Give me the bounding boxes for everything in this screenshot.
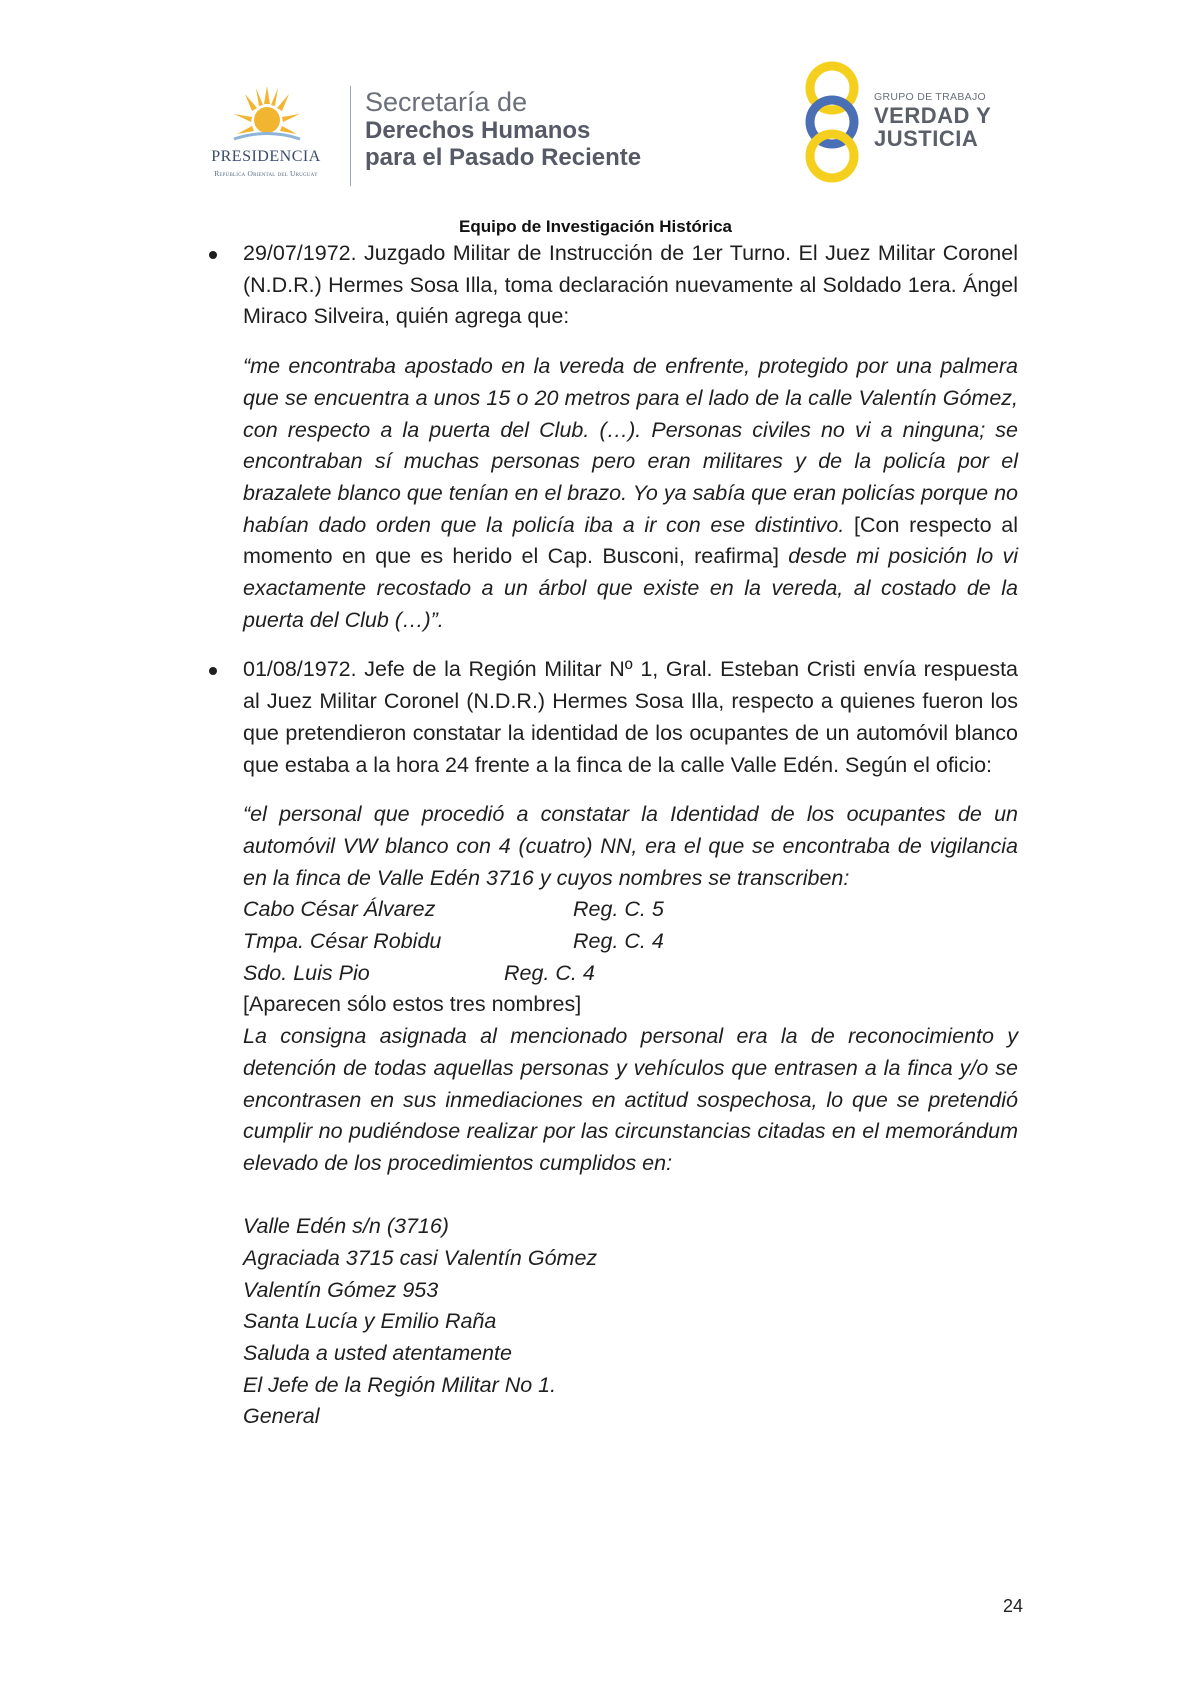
personnel-reg: Reg. C. 4 [504, 960, 595, 985]
personnel-name: Sdo. Luis Pio [243, 960, 370, 985]
linked-rings-icon [800, 58, 870, 188]
grupo-trabajo-label: GRUPO DE TRABAJO [874, 91, 986, 103]
list-item [243, 238, 1018, 636]
personnel-reg: Reg. C. 4 [573, 929, 664, 954]
secretaria-line-1: Secretaría de [365, 87, 528, 117]
oficio-quote: “el personal que procedió a constatar la Identidad de los ocupantes de un automóvil VW blanco con 4 (cuatro) NN, era el que se encontraba de vigilancia en la finca de Valle Edén 3716 y cuyos nombres se transcriben: [243, 802, 1018, 890]
team-title: Equipo de Investigación Histórica [459, 217, 732, 236]
list-item [243, 654, 1018, 1433]
personnel-row [243, 926, 1018, 958]
blank-line [243, 1180, 1018, 1212]
personnel-row [243, 894, 1018, 926]
secretaria-line-3: para el Pasado Reciente [365, 144, 642, 171]
entry-text: 01/08/1972. Jefe de la Región Militar Nº 1, Gral. Esteban Cristi envía respuesta al Juez Militar Coronel (N.D.R.) Hermes Sosa Illa, respecto a quienes fueron los que pretendieron constatar la identidad de los ocupantes de un automóvil blanco que estaba a la hora 24 frente a la finca de la calle Valle Edén. Según el oficio: [243, 657, 1018, 777]
testimony-quote [243, 351, 1018, 636]
bullet-icon [209, 667, 217, 675]
verdad-justicia-logo [800, 58, 1020, 188]
quote-italic-part: desde mi posición lo vi exactamente recostado a un árbol que existe en la vereda, al costado de la puerta del Club (…)”. [243, 544, 1019, 632]
consigna-text: La consigna asignada al mencionado personal era la de reconocimiento y detención de todas aquellas personas y vehículos que entrasen a la finca y/o se encontrasen en sus inmediaciones en actitud sospechosa, lo que se pretendió cumplir no pudiéndose realizar por las circunstancias citadas en el memorándum elevado de los procedimientos cumplidos en: [243, 1024, 1018, 1175]
sun-icon [232, 84, 302, 146]
secretaria-line-2: Derechos Humanos [365, 117, 591, 144]
presidencia-logo [190, 84, 340, 184]
verdad-justicia-text [874, 91, 991, 150]
editor-note: [Aparecen sólo estos tres nombres] [243, 992, 582, 1017]
page-header [190, 58, 1020, 208]
quote-editor-note: [Con respecto al momento en que es herido el Cap. Busconi, reafirma] [243, 512, 1019, 569]
signature-title: El Jefe de la Región Militar No 1. [243, 1372, 557, 1397]
verdad-label: VERDAD Y [874, 103, 992, 128]
closing-line: Saluda a usted atentamente [243, 1341, 512, 1366]
personnel-row [243, 958, 1018, 990]
bullet-icon [209, 251, 217, 259]
document-body [243, 238, 1018, 1433]
personnel-name: Cabo César Álvarez [243, 897, 436, 922]
personnel-reg: Reg. C. 5 [573, 897, 664, 922]
header-divider [350, 86, 351, 186]
place-line: Valle Edén s/n (3716) [243, 1214, 449, 1239]
quote-italic-part: “me encontraba apostado en la vereda de enfrente, protegido por una palmera que se encuentra a unos 15 o 20 metros para el lado de la calle Valentín Gómez, con respecto a la puerta del Club. (…). Personas civiles no vi a ninguna; se encontraban sí muchas personas pero eran militares y de la policía por el brazalete blanco que tenían en el brazo. Yo ya sabía que eran policías porque no habían dado orden que la policía iba a ir con ese distintivo. [243, 354, 1018, 537]
justicia-label: JUSTICIA [874, 126, 979, 151]
personnel-name: Tmpa. César Robidu [243, 929, 442, 954]
place-line: Agraciada 3715 casi Valentín Gómez [243, 1246, 598, 1271]
signature-rank: General [243, 1404, 320, 1429]
presidencia-subtitle: República Oriental del Uruguay [214, 169, 318, 178]
place-line: Santa Lucía y Emilio Raña [243, 1309, 497, 1334]
place-line: Valentín Gómez 953 [243, 1277, 439, 1302]
entry-text: 29/07/1972. Juzgado Militar de Instrucción de 1er Turno. El Juez Militar Coronel (N.D.R.) Hermes Sosa Illa, toma declaración nuevamente al Soldado 1era. Ángel Miraco Silveira, quién agrega que: [243, 241, 1018, 329]
presidencia-name: PRESIDENCIA [211, 148, 321, 165]
secretaria-logo-text [365, 88, 641, 171]
page-number: 24 [1003, 1596, 1024, 1616]
